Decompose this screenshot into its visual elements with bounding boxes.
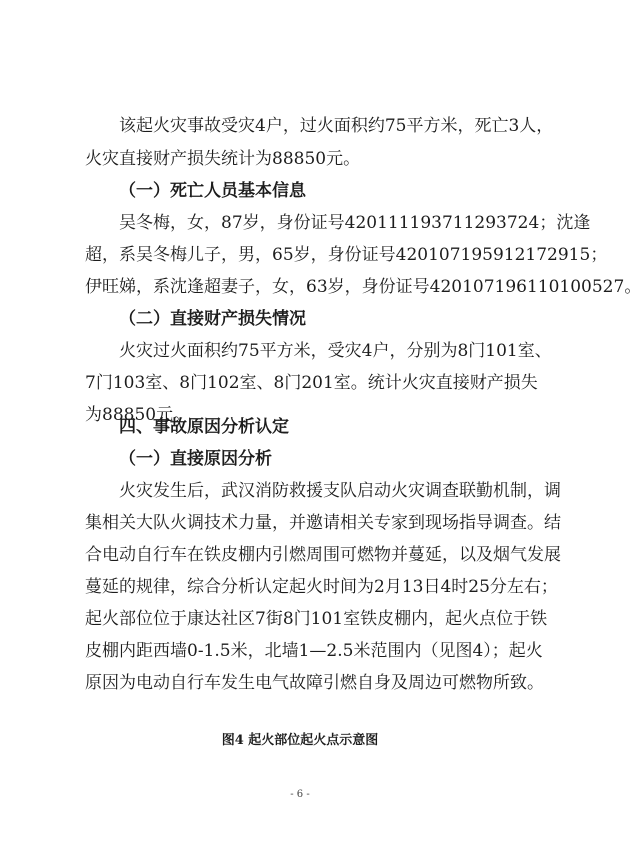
paragraph-line: 合电动自行车在铁皮棚内引燃周围可燃物并蔓延，以及烟气发展 (85, 545, 561, 565)
page-number: - 6 - (290, 789, 310, 800)
subheading: （一）死亡人员基本信息 (119, 181, 306, 201)
subheading: （二）直接财产损失情况 (119, 309, 306, 329)
paragraph-line: 伊旺娣，系沈逢超妻子，女，63岁，身份证号420107196110100527。 (85, 277, 641, 297)
section-heading: 四、事故原因分析认定 (119, 417, 289, 437)
paragraph-line: 集相关大队火调技术力量，并邀请相关专家到现场指导调查。结 (85, 513, 561, 533)
paragraph-line: 火灾过火面积约75平方米，受灾4户，分别为8门101室、 (119, 341, 552, 361)
paragraph-line: 火灾发生后，武汉消防救援支队启动火灾调查联勤机制，调 (119, 481, 561, 501)
subheading: （一）直接原因分析 (119, 449, 272, 469)
paragraph-line: 为88850元。 (85, 405, 191, 425)
paragraph-line: 蔓延的规律，综合分析认定起火时间为2月13日4时25分左右； (85, 577, 558, 597)
paragraph-line: 皮棚内距西墙0-1.5米，北墙1—2.5米范围内（见图4）；起火 (85, 641, 543, 661)
figure-caption: 图4 起火部位起火点示意图 (221, 733, 379, 748)
paragraph-line: 7门103室、8门102室、8门201室。统计火灾直接财产损失 (85, 373, 538, 393)
paragraph-line: 超，系吴冬梅儿子，男，65岁，身份证号420107195912172915； (85, 245, 608, 265)
paragraph-line: 该起火灾事故受灾4户，过火面积约75平方米，死亡3人， (119, 116, 554, 136)
paragraph-line: 原因为电动自行车发生电气故障引燃自身及周边可燃物所致。 (85, 673, 544, 693)
paragraph-line: 吴冬梅，女，87岁，身份证号420111193711293724；沈逢 (119, 213, 591, 233)
paragraph-line: 火灾直接财产损失统计为88850元。 (85, 149, 361, 169)
paragraph-line: 起火部位位于康达社区7街8门101室铁皮棚内，起火点位于铁 (85, 609, 548, 629)
